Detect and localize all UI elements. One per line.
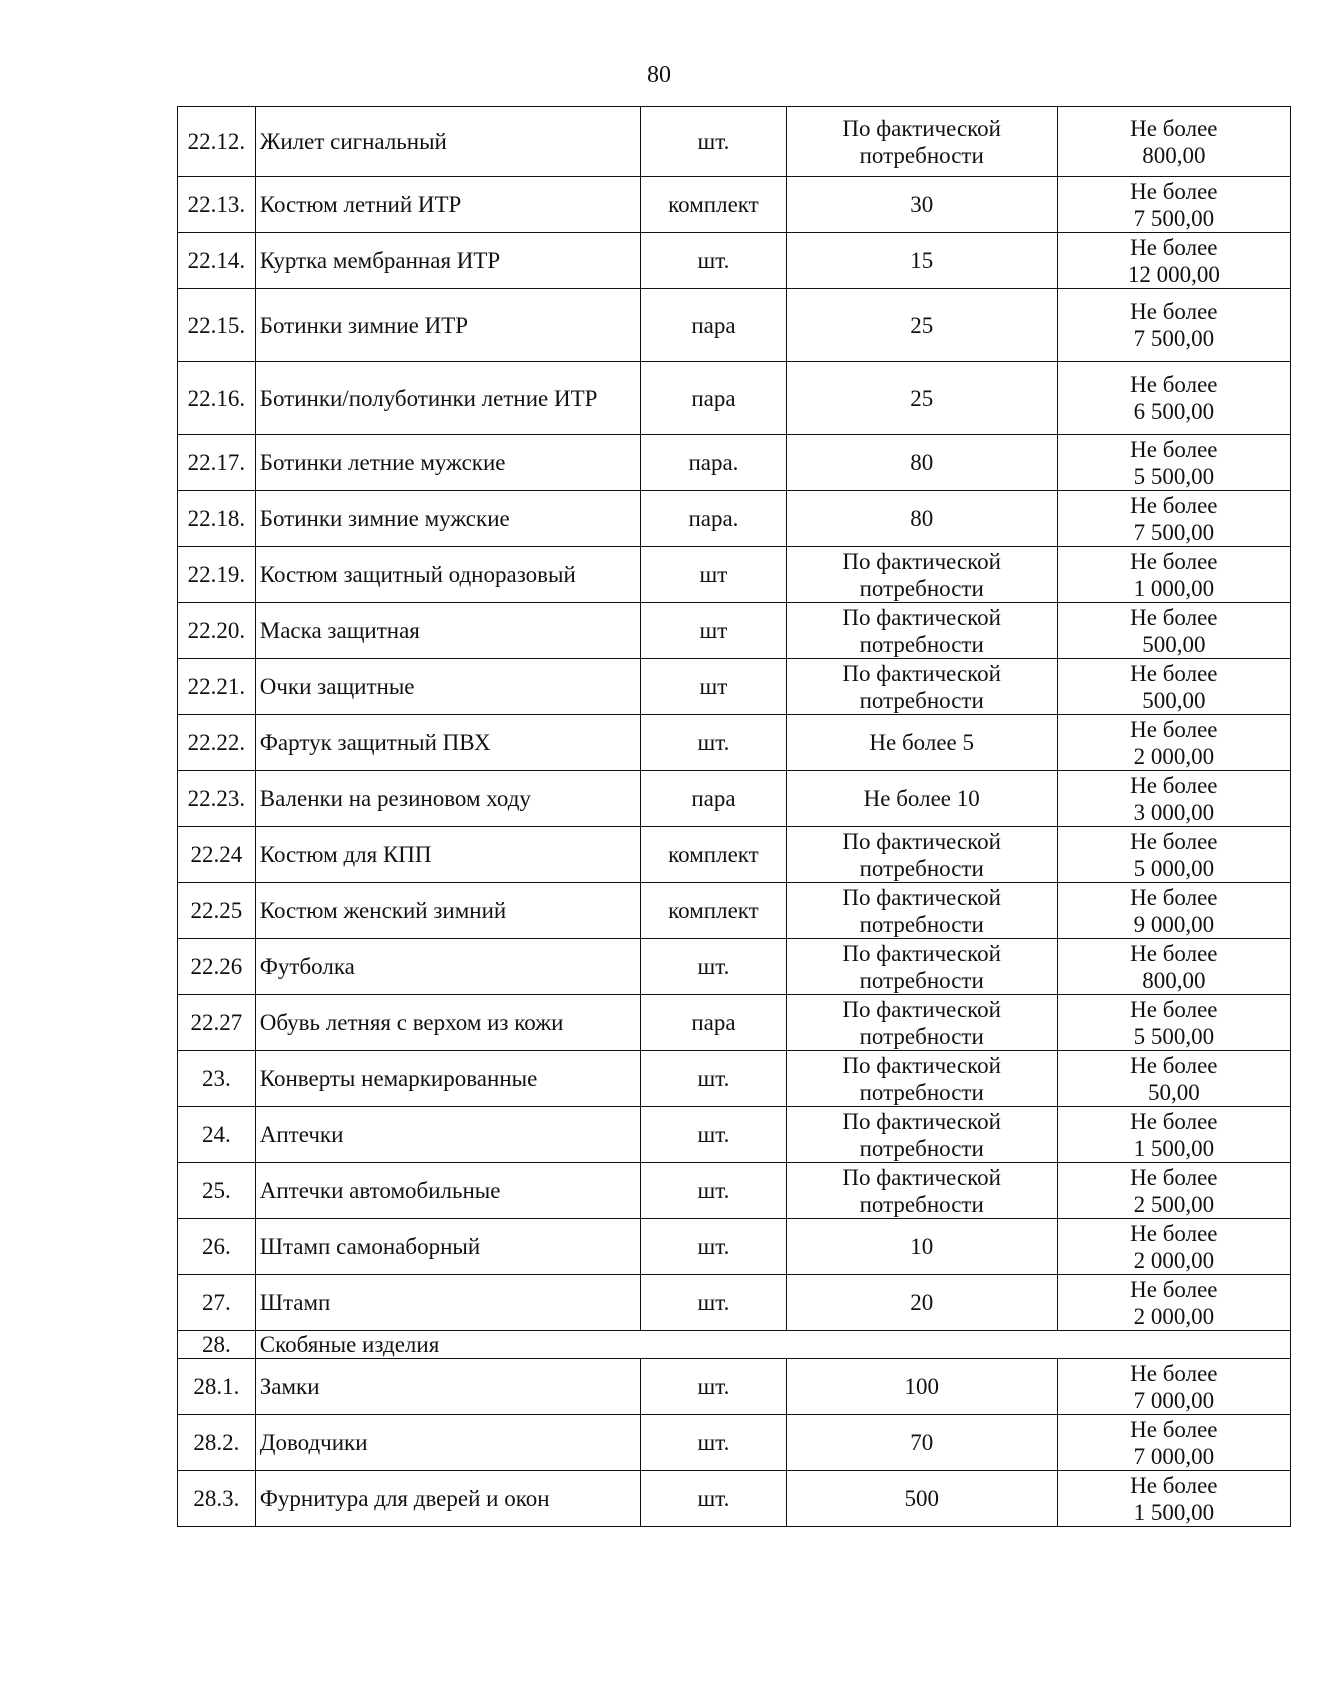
item-quantity [786,491,1057,547]
table-row [178,1051,1291,1107]
item-unit: пара [641,362,787,435]
cell-line: потребности [859,1023,984,1049]
item-price [1057,1163,1290,1219]
cell-line: 7 000,00 [1133,1387,1215,1413]
cell-line: потребности [859,631,984,657]
cell-line: 7 000,00 [1133,1443,1215,1469]
item-price [1057,827,1290,883]
cell-line: Не более [1130,299,1218,324]
item-unit: комплект [641,827,787,883]
item-name: Жилет сигнальный [255,107,640,177]
item-number: 22.23. [178,771,256,827]
cell-line: 5 500,00 [1133,1023,1215,1049]
item-name: Валенки на резиновом ходу [255,771,640,827]
item-quantity [786,107,1057,177]
cell-line: Не более [1130,884,1218,910]
item-number: 22.15. [178,289,256,362]
cell-line: 6 500,00 [1133,399,1215,424]
cell-line: По фактической [842,604,1001,630]
table-row [178,1471,1291,1527]
item-unit: комплект [641,883,787,939]
cell-line: Не более [1130,1108,1218,1134]
item-quantity [786,659,1057,715]
item-quantity [786,883,1057,939]
table-row [178,177,1291,233]
item-number: 22.22. [178,715,256,771]
item-price [1057,883,1290,939]
item-unit: шт. [641,233,787,289]
item-unit: пара. [641,435,787,491]
item-unit: шт. [641,1415,787,1471]
cell-line: 10 [910,1234,934,1259]
table-row [178,233,1291,289]
item-name: Аптечки [255,1107,640,1163]
cell-line: Не более [1130,492,1218,518]
item-quantity [786,289,1057,362]
item-quantity [786,435,1057,491]
cell-line: потребности [859,967,984,993]
item-quantity [786,1051,1057,1107]
item-name: Штамп [255,1275,640,1331]
item-number: 22.26 [178,939,256,995]
item-number: 22.13. [178,177,256,233]
group-header-row [178,1331,1291,1359]
item-quantity [786,1163,1057,1219]
item-number: 28.3. [178,1471,256,1527]
item-unit: пара. [641,491,787,547]
item-number: 24. [178,1107,256,1163]
item-number: 22.14. [178,233,256,289]
item-price [1057,107,1290,177]
item-name: Штамп самонаборный [255,1219,640,1275]
item-quantity [786,715,1057,771]
item-price [1057,603,1290,659]
item-price [1057,547,1290,603]
item-name: Аптечки автомобильные [255,1163,640,1219]
item-unit: шт. [641,1107,787,1163]
item-name: Замки [255,1359,640,1415]
cell-line: Не более [1130,660,1218,686]
cell-line: потребности [859,855,984,881]
item-number: 28.1. [178,1359,256,1415]
group-title: Скобяные изделия [255,1331,1290,1359]
item-number: 22.17. [178,435,256,491]
item-number: 22.19. [178,547,256,603]
cell-line: потребности [859,142,984,168]
item-name: Ботинки зимние мужские [255,491,640,547]
item-name: Конверты немаркированные [255,1051,640,1107]
table-row [178,491,1291,547]
cell-line: 7 500,00 [1133,326,1215,351]
item-price [1057,1275,1290,1331]
cell-line: Не более [1130,436,1218,462]
table-row [178,435,1291,491]
table-row [178,659,1291,715]
cell-line: 2 500,00 [1133,1191,1215,1217]
cell-line: 15 [910,248,934,273]
table-row [178,1415,1291,1471]
item-name: Костюм женский зимний [255,883,640,939]
item-price [1057,435,1290,491]
item-price [1057,1051,1290,1107]
item-unit: шт. [641,1051,787,1107]
item-name: Обувь летняя с верхом из кожи [255,995,640,1051]
item-quantity [786,362,1057,435]
table-row [178,1163,1291,1219]
item-number: 23. [178,1051,256,1107]
item-quantity [786,827,1057,883]
item-quantity [786,1359,1057,1415]
cell-line: Не более [1130,234,1218,260]
table-row [178,995,1291,1051]
item-name: Маска защитная [255,603,640,659]
cell-line: 3 000,00 [1133,799,1215,825]
item-number: 22.27 [178,995,256,1051]
item-quantity [786,939,1057,995]
cell-line: Не более [1130,1052,1218,1078]
item-name: Костюм защитный одноразовый [255,547,640,603]
cell-line: По фактической [842,940,1001,966]
cell-line: потребности [859,687,984,713]
item-unit: комплект [641,177,787,233]
cell-line: Не более [1130,115,1218,141]
item-name: Ботинки летние мужские [255,435,640,491]
table-row [178,1275,1291,1331]
cell-line: По фактической [842,1164,1001,1190]
table-row [178,1359,1291,1415]
item-name: Ботинки/полуботинки летние ИТР [255,362,640,435]
item-name: Футболка [255,939,640,995]
item-price [1057,659,1290,715]
cell-line: Не более [1130,716,1218,742]
cell-line: 25 [910,312,934,338]
cell-line: Не более [1130,1276,1218,1302]
cell-line: Не более [1130,1220,1218,1246]
item-quantity [786,771,1057,827]
cell-line: 25 [910,385,934,411]
item-price [1057,1107,1290,1163]
table-row [178,1107,1291,1163]
table-row [178,289,1291,362]
cell-line: потребности [859,575,984,601]
item-unit: шт [641,659,787,715]
item-quantity [786,233,1057,289]
cell-line: Не более [1130,178,1218,204]
cell-line: потребности [859,1135,984,1161]
item-quantity [786,177,1057,233]
cell-line: Не более [1130,772,1218,798]
cell-line: 30 [910,192,934,217]
table-row [178,939,1291,995]
item-number: 22.21. [178,659,256,715]
cell-line: 9 000,00 [1133,911,1215,937]
item-name: Доводчики [255,1415,640,1471]
cell-line: 800,00 [1142,967,1206,993]
cell-line: Не более [1130,604,1218,630]
cell-line: По фактической [842,548,1001,574]
group-items-body [178,1359,1291,1527]
cell-line: По фактической [842,884,1001,910]
cell-line: По фактической [842,660,1001,686]
item-price [1057,995,1290,1051]
table-row [178,107,1291,177]
cell-line: Не более [1130,1416,1218,1442]
item-number: 22.18. [178,491,256,547]
items-table [177,106,1291,1527]
items-table-body [178,107,1291,1331]
cell-line: Не более [1130,372,1218,397]
cell-line: По фактической [842,996,1001,1022]
cell-line: 50,00 [1147,1079,1200,1105]
cell-line: 20 [910,1290,934,1315]
item-price [1057,939,1290,995]
item-number: 27. [178,1275,256,1331]
cell-line: 12 000,00 [1127,261,1220,287]
cell-line: потребности [859,1079,984,1105]
item-number: 28.2. [178,1415,256,1471]
item-name: Ботинки зимние ИТР [255,289,640,362]
cell-line: 70 [910,1430,934,1455]
table-row [178,771,1291,827]
cell-line: 5 000,00 [1133,855,1215,881]
item-quantity [786,1219,1057,1275]
item-price [1057,491,1290,547]
cell-line: По фактической [842,1108,1001,1134]
cell-line: Не более [1130,548,1218,574]
cell-line: 80 [910,506,934,531]
cell-line: 500,00 [1142,687,1206,713]
cell-line: 500 [904,1486,939,1511]
item-price [1057,1359,1290,1415]
item-quantity [786,1275,1057,1331]
item-price [1057,177,1290,233]
cell-line: 1 500,00 [1133,1135,1215,1161]
cell-line: Не более [1130,1472,1218,1498]
item-name: Куртка мембранная ИТР [255,233,640,289]
item-unit: шт. [641,1359,787,1415]
cell-line: 5 500,00 [1133,463,1215,489]
item-quantity [786,603,1057,659]
item-number: 22.24 [178,827,256,883]
item-unit: шт. [641,939,787,995]
item-price [1057,1219,1290,1275]
cell-line: 7 500,00 [1133,519,1215,545]
item-name: Костюм летний ИТР [255,177,640,233]
cell-line: Не более 5 [869,730,974,755]
cell-line: Не более [1130,940,1218,966]
table-row [178,362,1291,435]
item-name: Фурнитура для дверей и окон [255,1471,640,1527]
cell-line: потребности [859,1191,984,1217]
item-unit: шт. [641,715,787,771]
table-row [178,547,1291,603]
item-unit: шт. [641,107,787,177]
item-price [1057,233,1290,289]
cell-line: 100 [904,1374,939,1399]
table-row [178,603,1291,659]
item-number: 22.20. [178,603,256,659]
cell-line: 500,00 [1142,631,1206,657]
item-number: 22.25 [178,883,256,939]
item-number: 25. [178,1163,256,1219]
item-quantity [786,995,1057,1051]
item-price [1057,289,1290,362]
cell-line: 2 000,00 [1133,1303,1215,1329]
item-price [1057,771,1290,827]
item-price [1057,715,1290,771]
group-number: 28. [178,1331,256,1359]
cell-line: 7 500,00 [1133,205,1215,231]
cell-line: Не более [1130,996,1218,1022]
item-number: 22.16. [178,362,256,435]
cell-line: 800,00 [1142,142,1206,168]
item-unit: шт. [641,1275,787,1331]
item-unit: шт [641,547,787,603]
cell-line: 2 000,00 [1133,1247,1215,1273]
item-unit: шт. [641,1471,787,1527]
item-price [1057,362,1290,435]
item-unit: пара [641,289,787,362]
cell-line: 2 000,00 [1133,743,1215,769]
cell-line: 1 500,00 [1133,1499,1215,1525]
item-unit: шт. [641,1219,787,1275]
item-unit: пара [641,995,787,1051]
item-quantity [786,547,1057,603]
cell-line: По фактической [842,1052,1001,1078]
cell-line: По фактической [842,115,1001,141]
item-unit: пара [641,771,787,827]
item-number: 22.12. [178,107,256,177]
item-quantity [786,1471,1057,1527]
table-row [178,715,1291,771]
item-number: 26. [178,1219,256,1275]
cell-line: 1 000,00 [1133,575,1215,601]
item-name: Костюм для КПП [255,827,640,883]
table-row [178,827,1291,883]
cell-line: 80 [910,450,934,475]
page-number: 80 [647,62,671,88]
item-unit: шт. [641,1163,787,1219]
item-name: Фартук защитный ПВХ [255,715,640,771]
cell-line: Не более [1130,828,1218,854]
item-quantity [786,1107,1057,1163]
cell-line: Не более [1130,1360,1218,1386]
cell-line: Не более 10 [863,786,980,811]
item-quantity [786,1415,1057,1471]
cell-line: Не более [1130,1164,1218,1190]
table-row [178,883,1291,939]
item-price [1057,1471,1290,1527]
cell-line: потребности [859,911,984,937]
item-name: Очки защитные [255,659,640,715]
group-section [178,1331,1291,1359]
table-row [178,1219,1291,1275]
cell-line: По фактической [842,828,1001,854]
item-unit: шт [641,603,787,659]
item-price [1057,1415,1290,1471]
